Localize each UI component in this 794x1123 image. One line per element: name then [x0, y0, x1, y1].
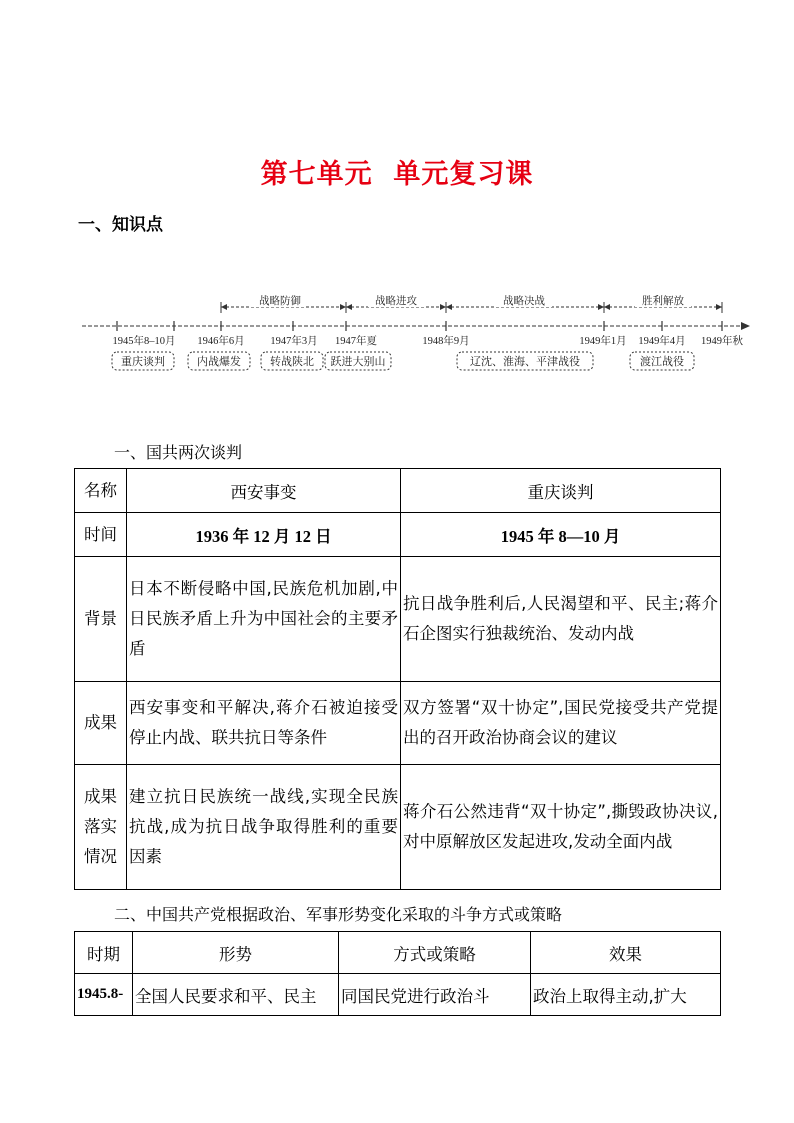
table2-heading: 二、中国共产党根据政治、军事形势变化采取的斗争方式或策略 [114, 905, 563, 924]
table-cell: 政治上取得主动,扩大 [531, 974, 721, 1016]
table-cell: 蒋介石公然违背“双十协定”,撕毁政协决议,对中原解放区发起进攻,发动全面内战 [401, 765, 721, 890]
table-cell: 西安事变 [127, 469, 401, 513]
table-cell: 建立抗日民族统一战线,实现全民族抗战,成为抗日战争取得胜利的重要因素 [127, 765, 401, 890]
timeline-date: 1949年1月 [579, 336, 627, 347]
section-heading: 一、知识点 [78, 215, 163, 235]
row-label: 背景 [75, 557, 127, 682]
timeline-diagram [0, 280, 794, 380]
table-row [75, 765, 721, 890]
stage-label: 战略进攻 [375, 295, 417, 307]
arrow-icon [741, 322, 750, 330]
stage-label: 胜利解放 [642, 295, 684, 307]
timeline-date: 1948年9月 [422, 336, 470, 347]
column-header: 形势 [133, 932, 339, 974]
timeline-date: 1949年4月 [638, 336, 686, 347]
table-cell: 1945 年 8—10 月 [401, 513, 721, 557]
table-cell: 重庆谈判 [401, 469, 721, 513]
table-cell: 西安事变和平解决,蒋介石被迫接受停止内战、联共抗日等条件 [127, 682, 401, 765]
timeline-date: 1947年夏 [335, 336, 377, 347]
row-label: 成果落实情况 [75, 765, 127, 890]
table-cell: 同国民党进行政治斗 [339, 974, 531, 1016]
table-cell: 抗日战争胜利后,人民渴望和平、民主;蒋介石企图实行独裁统治、发动内战 [401, 557, 721, 682]
column-header: 时期 [75, 932, 133, 974]
table-cell: 1945.8- [75, 974, 133, 1016]
row-label: 成果 [75, 682, 127, 765]
negotiations-table [74, 468, 721, 890]
row-label: 名称 [75, 469, 127, 513]
table-row [75, 469, 721, 513]
timeline-date: 1945年8–10月 [112, 336, 176, 347]
stage-label: 战略决战 [503, 295, 545, 307]
table-row [75, 932, 721, 974]
timeline-event: 内战爆发 [197, 355, 241, 368]
timeline-event: 重庆谈判 [121, 355, 165, 368]
table-cell: 双方签署“双十协定”,国民党接受共产党提出的召开政治协商会议的建议 [401, 682, 721, 765]
timeline-event: 转战陕北 [270, 355, 314, 368]
column-header: 效果 [531, 932, 721, 974]
table-row [75, 557, 721, 682]
timeline-date: 1946年6月 [197, 336, 245, 347]
timeline-event: 渡江战役 [640, 355, 684, 368]
stage-label: 战略防御 [259, 295, 301, 307]
column-header: 方式或策略 [339, 932, 531, 974]
table-row [75, 513, 721, 557]
row-label: 时间 [75, 513, 127, 557]
strategies-table [74, 931, 721, 1016]
table-row [75, 974, 721, 1016]
table-row [75, 682, 721, 765]
timeline-event: 辽沈、淮海、平津战役 [470, 355, 580, 368]
timeline-date: 1949年秋 [701, 336, 743, 347]
table1-heading: 一、国共两次谈判 [114, 443, 243, 462]
table-cell: 日本不断侵略中国,民族危机加剧,中日民族矛盾上升为中国社会的主要矛盾 [127, 557, 401, 682]
timeline-date: 1947年3月 [270, 336, 318, 347]
table-cell: 1936 年 12 月 12 日 [127, 513, 401, 557]
table-cell: 全国人民要求和平、民主 [133, 974, 339, 1016]
page-title: 第七单元 单元复习课 [260, 159, 534, 190]
timeline-event: 跃进大别山 [330, 355, 386, 368]
